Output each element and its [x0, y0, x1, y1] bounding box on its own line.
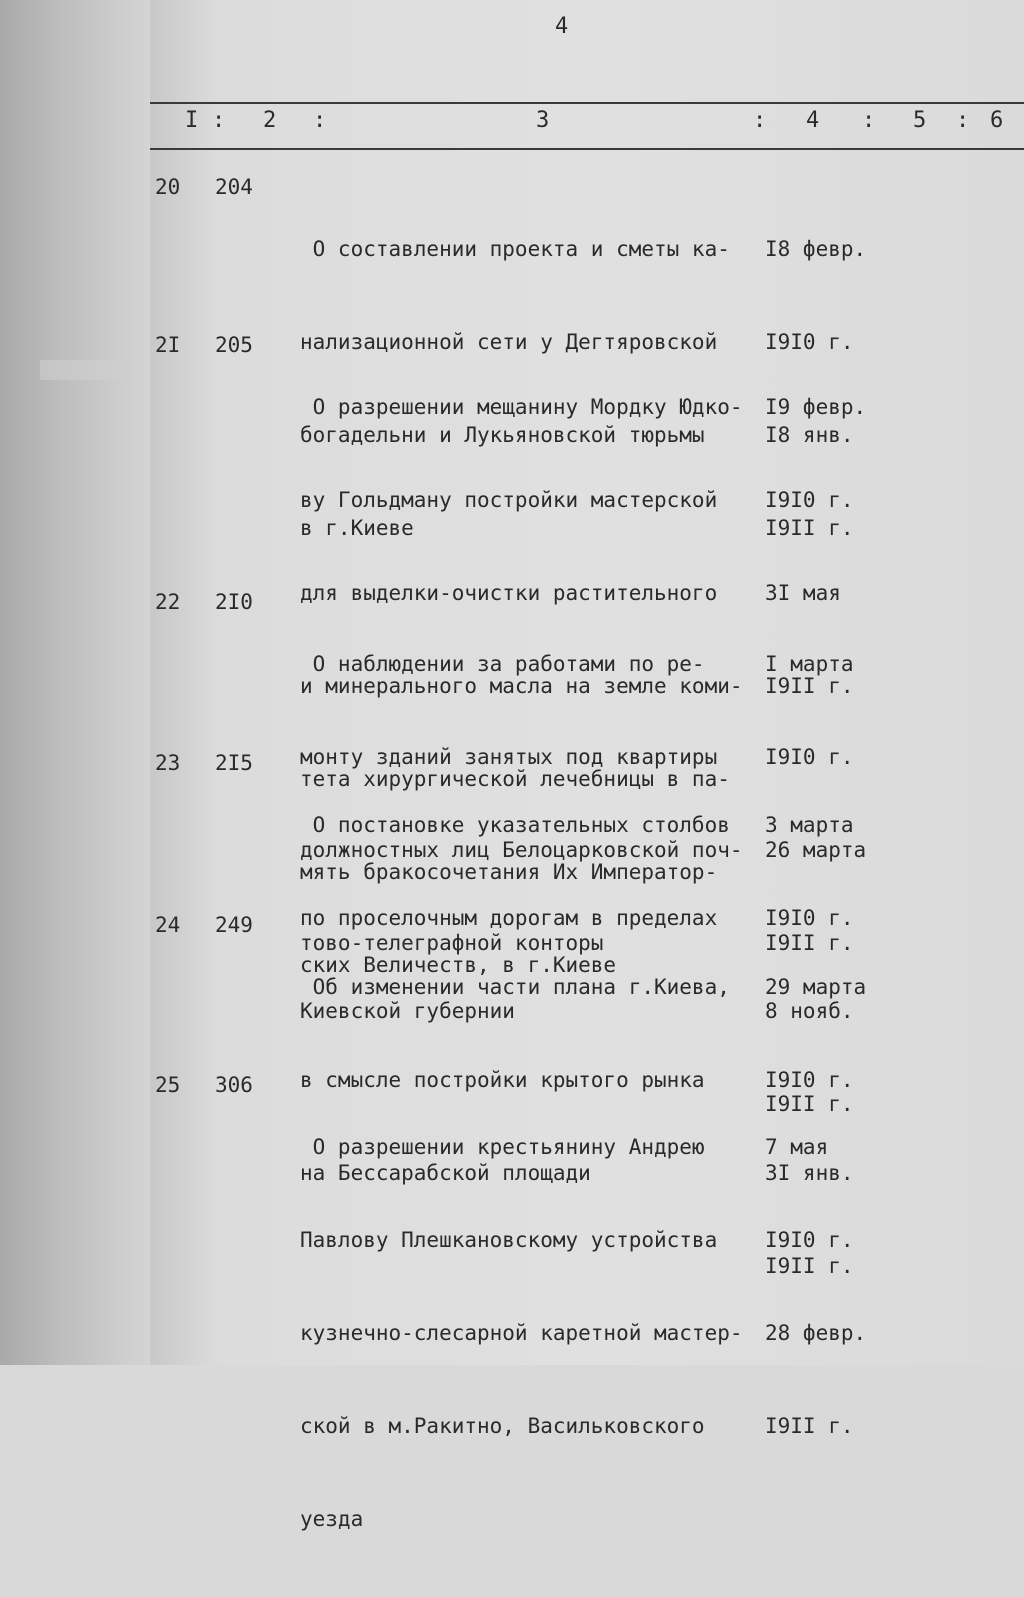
row-number: 20 — [155, 175, 181, 199]
title-line: О наблюдении за работами по ре- — [300, 652, 705, 676]
date-line: I9I0 г. — [765, 1228, 854, 1252]
title-line: в г.Киеве — [300, 516, 414, 540]
date-line: I9I0 г. — [765, 330, 854, 354]
date-line: I9II г. — [765, 1092, 854, 1116]
title-line: О постановке указательных столбов — [300, 813, 730, 837]
date-line: I8 янв. — [765, 423, 854, 447]
date-line: I9II г. — [765, 1414, 854, 1438]
date-line: I9II г. — [765, 516, 854, 540]
row-number: 23 — [155, 751, 181, 775]
title-line: Об изменении части плана г.Киева, — [300, 975, 730, 999]
file-number: 205 — [215, 333, 253, 357]
title-line: О разрешении крестьянину Андрею — [300, 1135, 705, 1159]
date-line: I9 февр. — [765, 395, 867, 419]
title-line: богадельни и Лукьяновской тюрьмы — [300, 423, 705, 447]
row-number: 22 — [155, 590, 181, 614]
title-line: уезда — [300, 1507, 364, 1531]
title-line: мять бракосочетания Их Император- — [300, 860, 718, 884]
file-dates — [765, 1070, 875, 1504]
header-col-6: 6 — [990, 108, 1004, 133]
header-sep-5: : — [956, 108, 970, 133]
title-line: монту зданий занятых под квартиры — [300, 745, 718, 769]
date-line: I9I0 г. — [765, 906, 854, 930]
date-line: 26 марта — [765, 838, 867, 862]
date-line: 3 марта — [765, 813, 854, 837]
date-line: 28 февр. — [765, 1321, 867, 1345]
date-line: I9II г. — [765, 931, 854, 955]
date-line: 3I мая — [765, 581, 841, 605]
title-line: на Бессарабской площади — [300, 1161, 591, 1185]
header-rule-top — [150, 102, 1024, 104]
row-number: 24 — [155, 913, 181, 937]
file-number: 2I5 — [215, 751, 253, 775]
header-sep-3: : — [753, 108, 767, 133]
title-line: ской в м.Ракитно, Васильковского — [300, 1414, 705, 1438]
date-line: 7 мая — [765, 1135, 829, 1159]
row-number: 2I — [155, 333, 181, 357]
date-line: I8 февр. — [765, 237, 867, 261]
file-number: 204 — [215, 175, 253, 199]
date-line: I9II г. — [765, 674, 854, 698]
title-line: по проселочным дорогам в пределах — [300, 906, 718, 930]
file-number: 249 — [215, 913, 253, 937]
date-line: I9I0 г. — [765, 745, 854, 769]
title-line: тета хирургической лечебницы в па- — [300, 767, 730, 791]
header-sep-2: : — [313, 108, 327, 133]
file-title — [300, 1070, 760, 1597]
title-line: ских Величеств, в г.Киеве — [300, 953, 617, 977]
title-line: ву Гольдману постройки мастерской — [300, 488, 718, 512]
header-col-1: I — [185, 108, 199, 133]
title-line: и минерального масла на земле коми- — [300, 674, 743, 698]
title-line: должностных лиц Белоцарковской поч- — [300, 838, 743, 862]
date-line: 3I янв. — [765, 1161, 854, 1185]
title-line: Павлову Плешкановскому устройства — [300, 1228, 718, 1252]
bleed-through-shadow — [40, 360, 130, 380]
page-number: 4 — [555, 14, 569, 39]
row-number: 25 — [155, 1073, 181, 1097]
title-line: в смысле постройки крытого рынка — [300, 1068, 705, 1092]
date-line: I марта — [765, 652, 854, 676]
title-line: О разрешении мещанину Мордку Юдко- — [300, 395, 743, 419]
date-line: I9I0 г. — [765, 1068, 854, 1092]
header-col-4: 4 — [806, 108, 820, 133]
title-line: кузнечно-слесарной каретной мастер- — [300, 1321, 743, 1345]
header-rule-bottom — [150, 148, 1024, 150]
title-line: Киевской губернии — [300, 999, 515, 1023]
title-line: тово-телеграфной конторы — [300, 931, 604, 955]
header-sep-1: : — [212, 108, 226, 133]
title-line: О составлении проекта и сметы ка- — [300, 237, 730, 261]
file-number: 306 — [215, 1073, 253, 1097]
header-col-3: 3 — [536, 108, 550, 133]
title-line: для выделки-очистки растительного — [300, 581, 718, 605]
file-number: 2I0 — [215, 590, 253, 614]
header-col-2: 2 — [263, 108, 277, 133]
title-line: нализационной сети у Дегтяровской — [300, 330, 718, 354]
date-line: I9II г. — [765, 1254, 854, 1278]
date-line: I9I0 г. — [765, 488, 854, 512]
date-line: 8 нояб. — [765, 999, 854, 1023]
left-page-fold — [0, 0, 150, 1365]
header-col-5: 5 — [913, 108, 927, 133]
date-line: 29 марта — [765, 975, 867, 999]
header-sep-4: : — [862, 108, 876, 133]
